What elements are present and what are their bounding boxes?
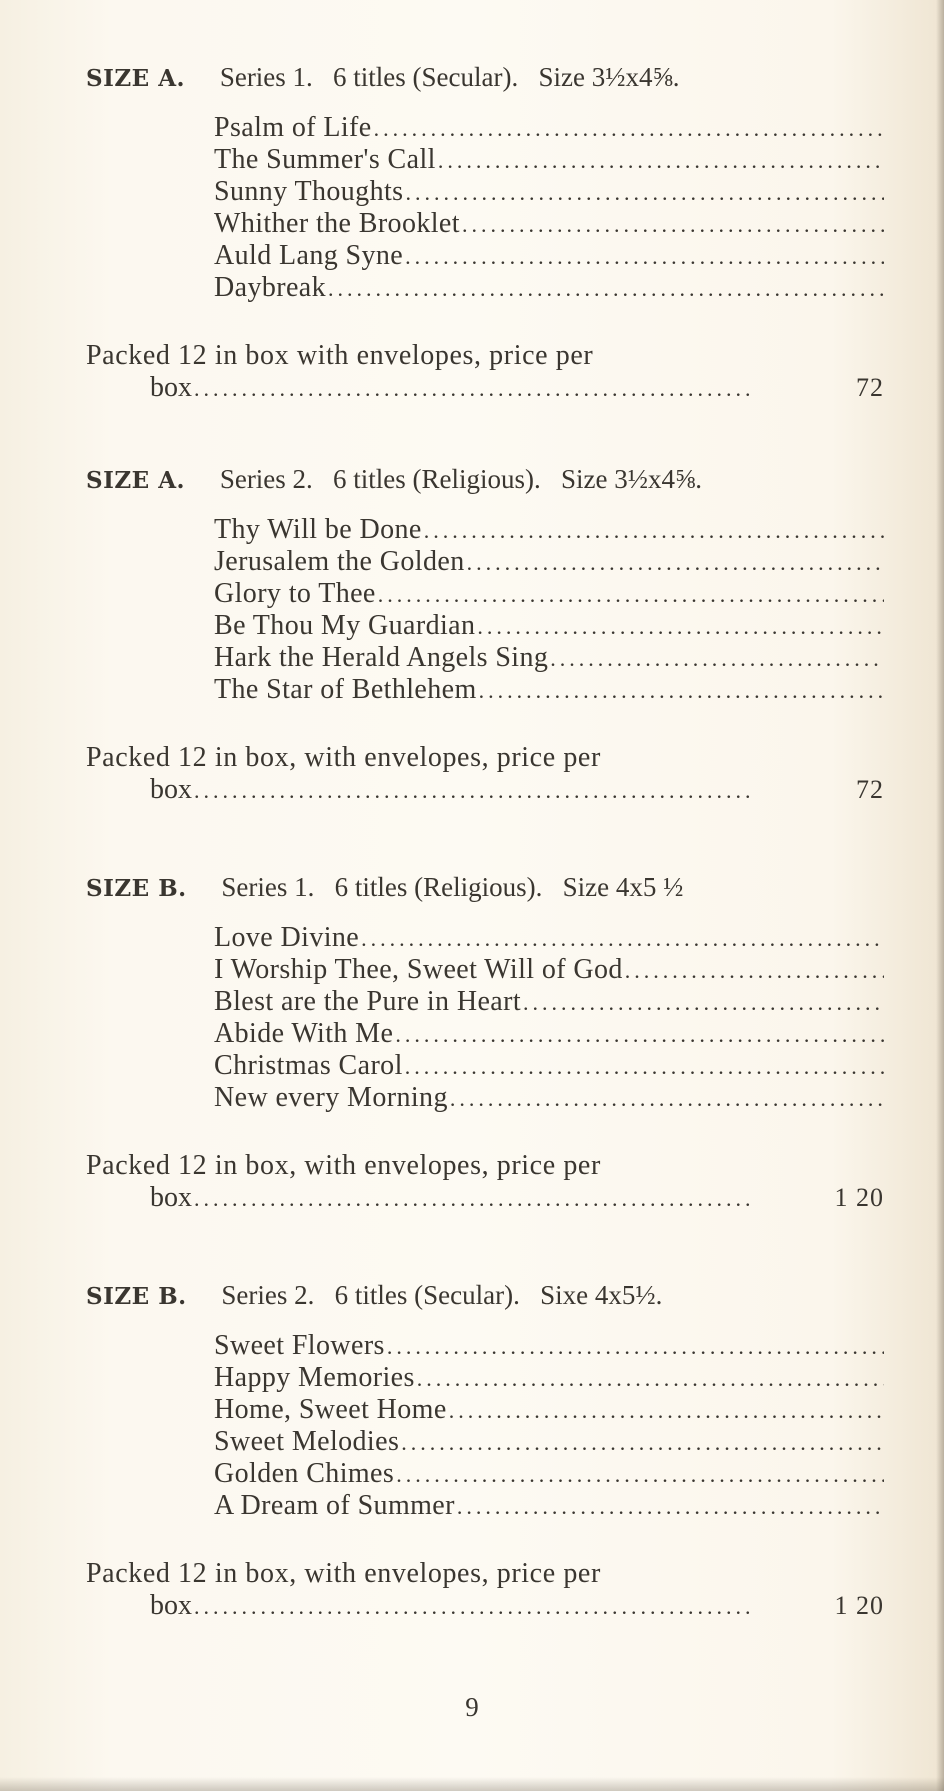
section-header: [86, 464, 904, 495]
titles-note: 6 titles (Secular).: [334, 1280, 520, 1310]
list-item: [214, 578, 884, 610]
list-item: [214, 1426, 884, 1458]
item-title: The Summer's Call: [214, 144, 436, 175]
list-item: [214, 1458, 884, 1490]
dot-leader: [479, 675, 884, 706]
dot-leader: [405, 241, 884, 272]
dot-leader: [477, 611, 884, 642]
item-title: Auld Lang Syne: [214, 240, 404, 271]
price-line: [86, 1182, 886, 1214]
item-title: A Dream of Summer: [214, 1490, 455, 1521]
list-item: [214, 112, 884, 144]
price-value: 72: [856, 775, 884, 804]
item-title: The Star of Bethlehem: [214, 674, 477, 705]
item-title: Happy Memories: [214, 1362, 415, 1393]
item-title: Christmas Carol: [214, 1050, 403, 1081]
dot-leader: [378, 579, 884, 610]
size-label: SIZE A.: [86, 467, 186, 494]
price-line: [86, 372, 886, 404]
dot-leader: [523, 987, 884, 1018]
dot-leader: [395, 1019, 884, 1050]
box-label: box: [150, 1590, 192, 1621]
box-label: box: [150, 372, 192, 403]
item-title: Psalm of Life: [214, 112, 372, 143]
list-item: [214, 1082, 884, 1114]
dot-leader: [387, 1331, 884, 1362]
list-item: [214, 144, 884, 176]
section-header: [86, 1280, 904, 1311]
list-item: [214, 514, 884, 546]
packing-description: Packed 12 in box, with envelopes, price per: [86, 1558, 601, 1589]
dot-leader: [194, 1183, 754, 1215]
series-label: Series 1.: [219, 62, 313, 92]
list-item: [214, 986, 884, 1018]
dot-leader: [449, 1395, 884, 1426]
dot-leader: [450, 1083, 884, 1114]
dot-leader: [467, 547, 884, 578]
item-title: I Worship Thee, Sweet Will of God: [214, 954, 623, 985]
list-item: [214, 922, 884, 954]
list-item: [214, 1394, 884, 1426]
list-item: [214, 208, 884, 240]
list-item: [214, 1050, 884, 1082]
list-item: [214, 1330, 884, 1362]
list-item: [214, 642, 884, 674]
list-item: [214, 954, 884, 986]
list-item: [214, 1490, 884, 1522]
titles-note: 6 titles (Religious).: [333, 464, 541, 494]
box-label: box: [150, 1182, 192, 1213]
item-title: New every Morning: [214, 1082, 448, 1113]
size-label: SIZE A.: [86, 65, 186, 92]
dot-leader: [361, 923, 884, 954]
item-title: Home, Sweet Home: [214, 1394, 447, 1425]
page-number: 9: [465, 1692, 479, 1722]
item-title: Abide With Me: [214, 1018, 394, 1049]
dot-leader: [374, 113, 884, 144]
list-item: [214, 176, 884, 208]
item-title: Blest are the Pure in Heart: [214, 986, 522, 1017]
dot-leader: [328, 273, 884, 304]
list-item: [214, 610, 884, 642]
price-value: 72: [856, 373, 884, 402]
dot-leader: [194, 775, 754, 807]
price-value: 1 20: [834, 1591, 884, 1620]
list-item: [214, 272, 884, 304]
item-title: Sunny Thoughts: [214, 176, 404, 207]
list-item: [214, 1362, 884, 1394]
item-title: Be Thou My Guardian: [214, 610, 476, 641]
packing-info: [86, 1558, 886, 1622]
packing-description: Packed 12 in box, with envelopes, price per: [86, 742, 601, 773]
list-item: [214, 240, 884, 272]
dot-leader: [405, 177, 884, 208]
size-label: SIZE B.: [86, 875, 187, 902]
price-line: [86, 1590, 886, 1622]
price-value: 1 20: [834, 1183, 884, 1212]
item-title: Sweet Melodies: [214, 1426, 400, 1457]
packing-description: Packed 12 in box with envelopes, price per: [86, 340, 594, 371]
dot-leader: [417, 1363, 884, 1394]
item-title: Hark the Herald Angels Sing: [214, 642, 549, 673]
dot-leader: [396, 1459, 884, 1490]
item-title: Thy Will be Done: [214, 514, 422, 545]
size-dimensions: Size 3½x4⅝.: [561, 464, 703, 494]
dot-leader: [625, 955, 884, 986]
list-item: [214, 674, 884, 706]
title-list: [214, 112, 884, 304]
box-label: box: [150, 774, 192, 805]
size-label: SIZE B.: [86, 1283, 187, 1310]
dot-leader: [401, 1427, 884, 1458]
list-item: [214, 546, 884, 578]
dot-leader: [462, 209, 884, 240]
size-dimensions: Sixe 4x5½.: [540, 1280, 663, 1310]
series-label: Series 1.: [221, 872, 315, 902]
dot-leader: [438, 145, 884, 176]
section-header: [86, 62, 904, 93]
dot-leader: [457, 1491, 884, 1522]
title-list: [214, 922, 884, 1114]
list-item: [214, 1018, 884, 1050]
size-dimensions: Size 4x5 ½: [562, 872, 684, 902]
dot-leader: [194, 1591, 754, 1623]
dot-leader: [424, 515, 884, 546]
packing-info: [86, 1150, 886, 1214]
dot-leader: [194, 373, 754, 405]
section-header: [86, 872, 904, 903]
dot-leader: [405, 1051, 884, 1082]
dot-leader: [550, 643, 884, 674]
packing-info: [86, 742, 886, 806]
title-list: [214, 514, 884, 706]
titles-note: 6 titles (Secular).: [333, 62, 519, 92]
series-label: Series 2.: [221, 1280, 315, 1310]
item-title: Whither the Brooklet: [214, 208, 460, 239]
title-list: [214, 1330, 884, 1522]
size-dimensions: Size 3½x4⅝.: [538, 62, 680, 92]
packing-description: Packed 12 in box, with envelopes, price per: [86, 1150, 601, 1181]
item-title: Jerusalem the Golden: [214, 546, 465, 577]
item-title: Glory to Thee: [214, 578, 376, 609]
item-title: Love Divine: [214, 922, 360, 953]
item-title: Sweet Flowers: [214, 1330, 385, 1361]
price-line: [86, 774, 886, 806]
item-title: Daybreak: [214, 272, 327, 303]
titles-note: 6 titles (Religious).: [334, 872, 543, 902]
packing-info: [86, 340, 886, 404]
series-label: Series 2.: [219, 464, 313, 494]
item-title: Golden Chimes: [214, 1458, 395, 1489]
